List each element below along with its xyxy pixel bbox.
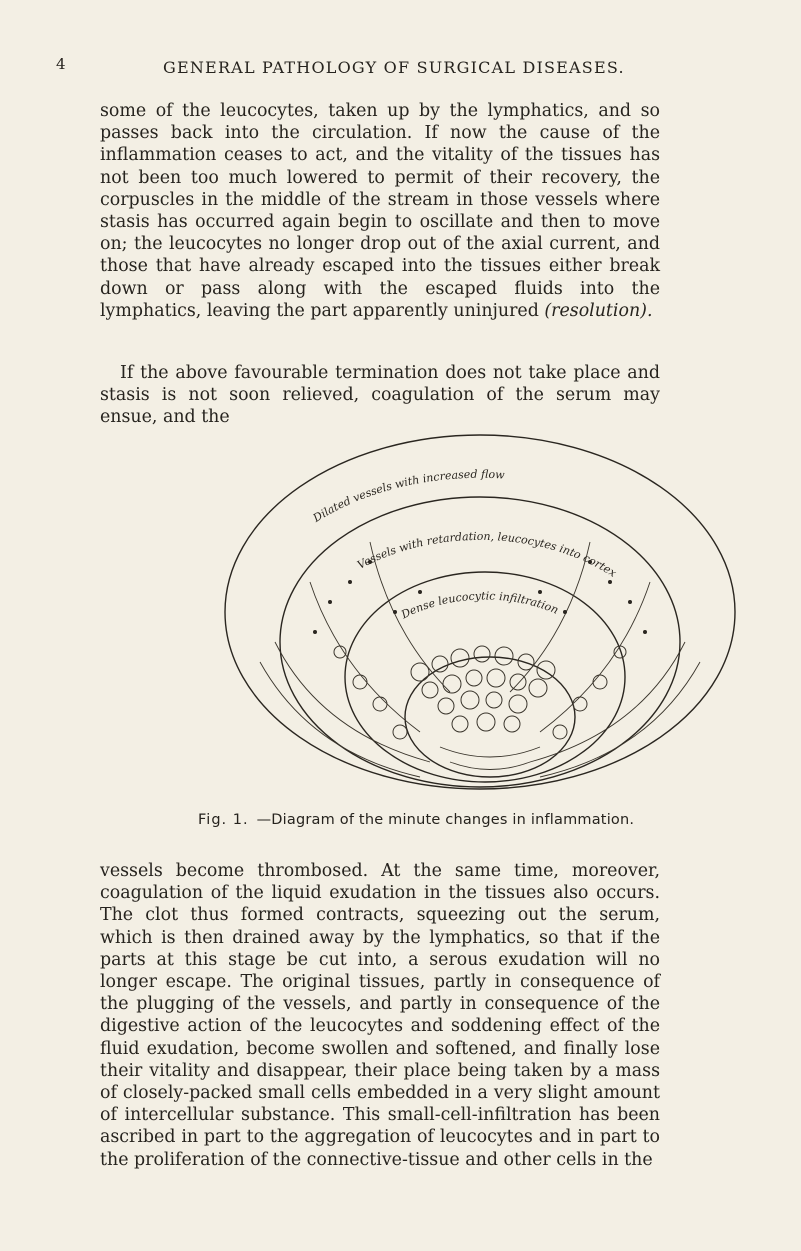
figure-caption-text: —Diagram of the minute changes in inflammation. <box>256 812 635 828</box>
paragraph-stasis: If the above favourable termination does not take place and stasis is not soon relieved, coagulation of the serum may ensue, and the <box>100 363 660 428</box>
diagram-svg <box>220 432 740 792</box>
italic-term: (resolution). <box>544 300 653 321</box>
inflammation-diagram <box>220 432 740 792</box>
inner-zone-boundary <box>345 572 625 782</box>
zone-label-inner: Dense leucocytic infiltration <box>399 589 561 622</box>
running-head: GENERAL PATHOLOGY OF SURGICAL DISEASES. <box>163 58 625 77</box>
outer-zone-boundary <box>225 435 735 789</box>
core-zone-boundary <box>405 657 575 777</box>
paragraph-text: some of the leucocytes, taken up by the lymphatics, and so passes back into the circulation. If now the cause of the inflammation ceases to act, and the vitality of the tissues has not been too much lowered to permit of their recovery, the corpuscles in the middle of the stream in those vessels where stasis has occurred again begin to oscillate and then to move on; the leucocytes no longer drop out of the axial current, and those that have already escaped into the tissues either break down or pass along with the escaped fluids into the lymphatics, leaving the part apparently uninjured <box>100 101 660 321</box>
cell-cluster <box>334 646 626 739</box>
paragraph-resolution <box>100 100 660 322</box>
figure-caption <box>198 812 634 828</box>
vessel-strokes <box>260 542 700 777</box>
zone-label-middle: Vessels with retardation, leucocytes into cortex <box>355 529 619 580</box>
paragraph-thrombosis: vessels become thrombosed. At the same time, moreover, coagulation of the liquid exudation in the tissues also occurs. The clot thus formed contracts, squeezing out the serum, which is then drained away by the lymphatics, so that if the parts at this stage be cut into, a serous exudation will no longer escape. The original tissues, partly in consequence of the plugging of the vessels, and partly in consequence of the digestive action of the leucocytes and soddening effect of the fluid exudation, become swollen and softened, and finally lose their vitality and disappear, their place being taken by a mass of closely-packed small cells embedded in a very slight amount of intercellular substance. This small-cell-infiltration has been ascribed in part to the aggregation of leucocytes and in part to the proliferation of the connective-tissue and other cells in the <box>100 861 660 1170</box>
figure-label: Fig. 1. <box>198 812 249 828</box>
page-number: 4 <box>56 55 66 73</box>
zone-label-outer: Dilated vessels with increased flow <box>310 467 505 525</box>
